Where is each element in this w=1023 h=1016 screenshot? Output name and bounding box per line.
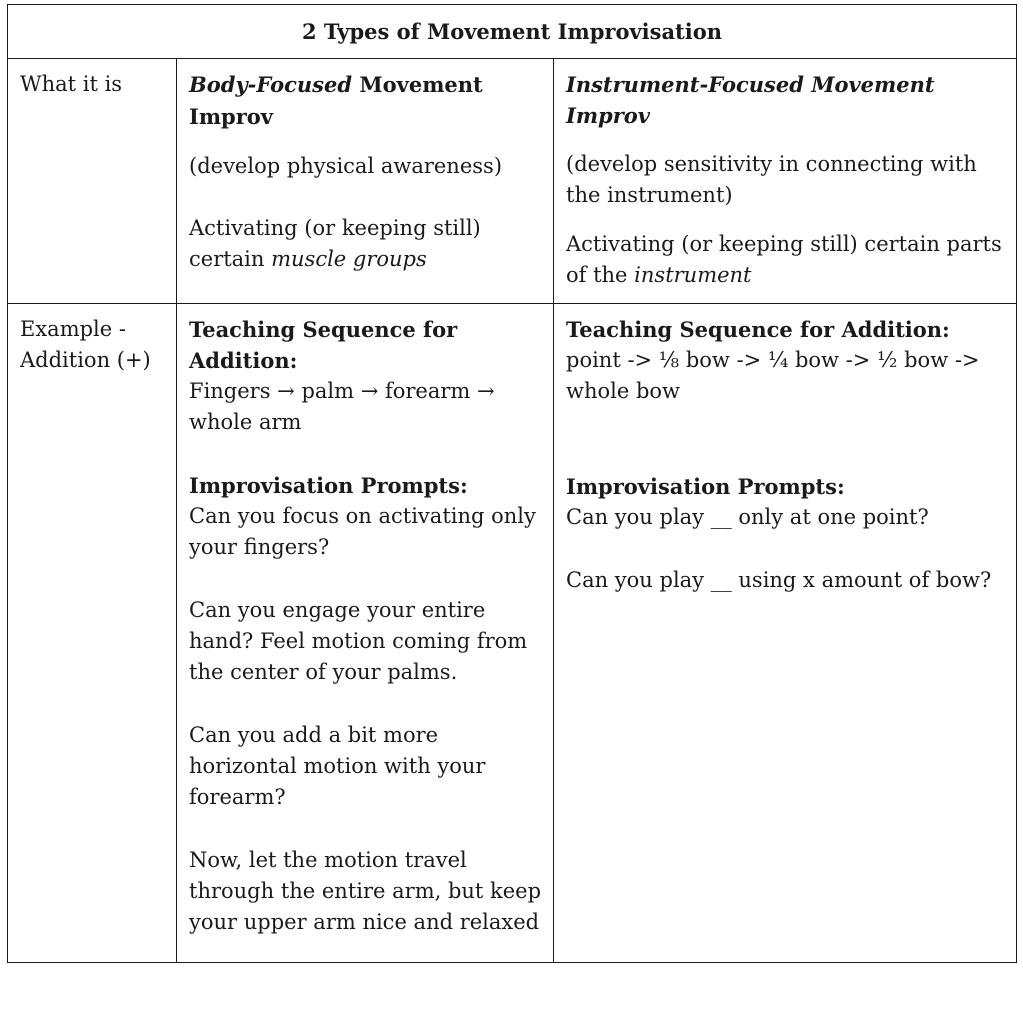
body-prompt: Can you add a bit more horizontal motion with your forearm?: [189, 723, 486, 809]
title-row: [8, 5, 1017, 59]
body-sequence-heading: Teaching Sequence for Addition:: [189, 317, 458, 373]
body-focused-cell: [177, 59, 554, 304]
body-focused-heading-rest: Movement Improv: [189, 72, 483, 129]
body-focused-description-text: Activating (or keeping still) certain: [189, 216, 481, 271]
row-what-it-is: [8, 59, 1017, 304]
movement-improvisation-table: [7, 4, 1017, 963]
instrument-prompt: Can you play __ using x amount of bow?: [566, 568, 992, 592]
row-example-addition: [8, 304, 1017, 963]
body-prompts-heading: Improvisation Prompts:: [189, 473, 468, 498]
table-title: 2 Types of Movement Improvisation: [8, 5, 1017, 59]
cell-tail-space: [189, 938, 545, 950]
body-prompt: Can you focus on activating only your fingers?: [189, 504, 536, 559]
row-label-text: Example - Addition (+): [20, 317, 151, 372]
instrument-prompt: Can you play __ only at one point?: [566, 505, 929, 529]
row-label-text: What it is: [20, 72, 123, 96]
body-focused-heading-italic: Body-Focused: [189, 72, 353, 97]
instrument-focused-example-cell: [554, 304, 1017, 963]
instrument-sequence-text: point -> ⅛ bow -> ¼ bow -> ½ bow -> whole bow: [566, 348, 980, 403]
body-prompt: Can you engage your entire hand? Feel motion coming from the center of your palms.: [189, 598, 528, 684]
body-focused-example-cell: [177, 304, 554, 963]
instrument-sequence-heading: Teaching Sequence for Addition:: [566, 317, 950, 342]
instrument-focused-cell: [554, 59, 1017, 304]
instrument-focused-description-text: Activating (or keeping still) certain parts of the: [566, 232, 1002, 287]
body-focused-description-italic: muscle groups: [271, 247, 427, 271]
instrument-prompts-heading: Improvisation Prompts:: [566, 474, 845, 499]
row-label-what-it-is: [8, 59, 177, 304]
body-prompt: Now, let the motion travel through the entire arm, but keep your upper arm nice and relaxed: [189, 848, 542, 934]
body-focused-heading: [189, 69, 545, 133]
instrument-focused-subtitle: (develop sensitivity in connecting with the instrument): [566, 152, 977, 207]
instrument-focused-description-italic: instrument: [634, 263, 752, 287]
instrument-focused-description: [566, 229, 1008, 291]
body-focused-description: [189, 213, 545, 275]
body-focused-subtitle: (develop physical awareness): [189, 154, 503, 178]
row-label-example: [8, 304, 177, 963]
document-page: [7, 4, 1016, 1016]
instrument-focused-heading: Instrument-Focused Movement Improv: [566, 72, 935, 128]
body-sequence-text: Fingers → palm → forearm → whole arm: [189, 379, 495, 434]
